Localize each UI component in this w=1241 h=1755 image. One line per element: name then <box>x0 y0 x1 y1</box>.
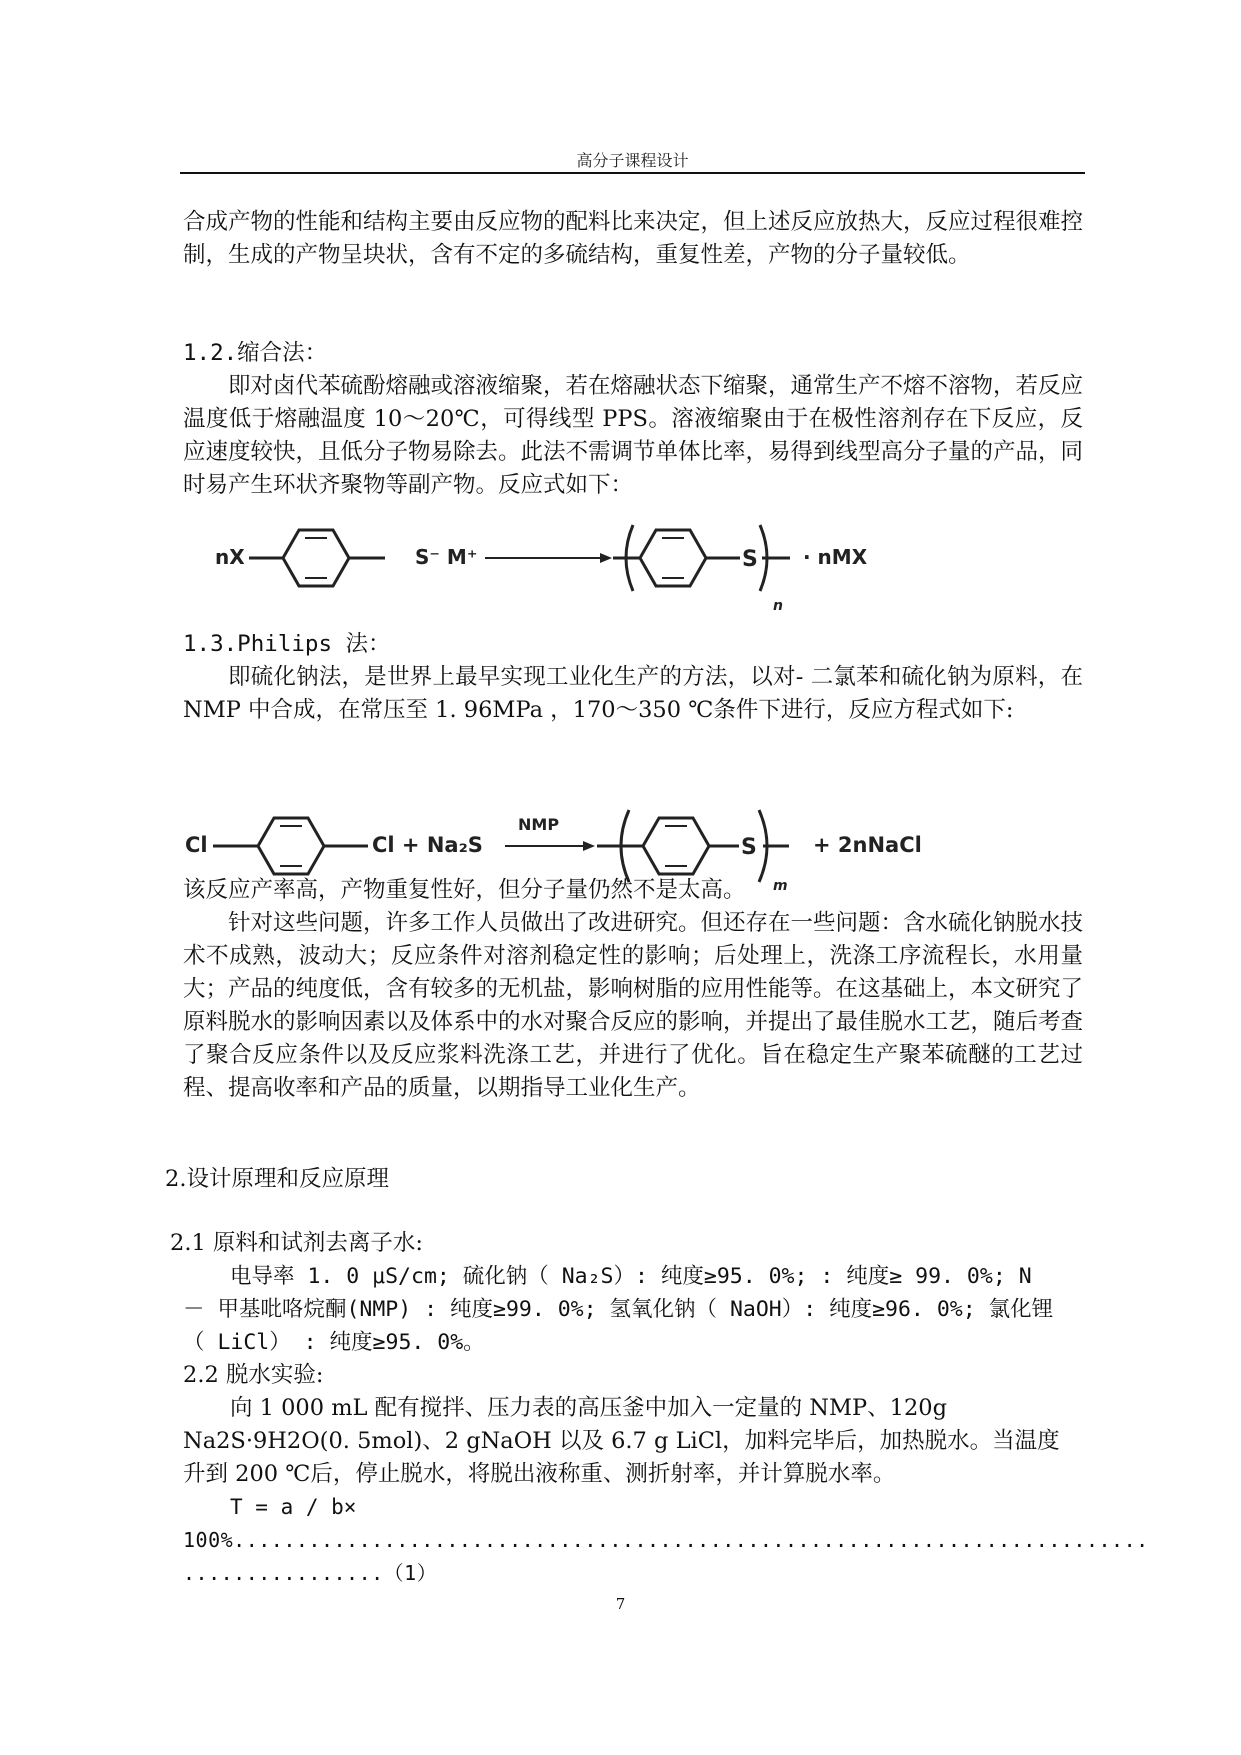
section-1-3-body: 即硫化钠法，是世界上最早实现工业化生产的方法，以对- 二氯苯和硫化钠为原料，在 NMP 中合成，在常压至 1. 96MPa ，170～350 ℃条件下进行，反应方程式如下: <box>183 664 1083 723</box>
section-2-2-line-3: 升到 200 ℃后，停止脱水，将脱出液称重、测折射率，并计算脱水率。 <box>183 1461 896 1487</box>
header-rule <box>180 172 1085 174</box>
scheme2-sulfur: S <box>741 835 757 860</box>
scheme1-left-label: nX <box>215 545 245 569</box>
section-2-1-line-1: 电导率 1. 0 μS/cm; 硫化钠（ Na₂S）: 纯度≥95. 0%; : 纯度≥ 99. 0%; N <box>230 1264 1032 1289</box>
formula-line-1: T = a / b× <box>230 1495 357 1519</box>
scheme1-subscript: n <box>773 598 783 614</box>
paragraph-intro: 合成产物的性能和结构主要由反应物的配料比来决定，但上述反应放热大，反应过程很难控制，生成的产物呈块状，含有不定的多硫结构，重复性差，产物的分子量较低。 <box>183 209 1084 268</box>
section-1-2-heading: 1.2.缩合法： <box>183 340 328 366</box>
section-2-2-heading: 2.2 脱水实验: <box>183 1362 324 1388</box>
section-2-1-line-3: （ LiCl） : 纯度≥95. 0%。 <box>183 1330 485 1355</box>
benzene-ring-icon <box>640 530 706 586</box>
scheme2-left-label: Cl <box>185 833 208 857</box>
paragraph-improvements: 针对这些问题，许多工作人员做出了改进研究。但还存在一些问题：含水硫化钠脱水技术不成熟，波动大；反应条件对溶剂稳定性的影响；后处理上，洗涤工序流程长，水用量大；产品的纯度低，含有较多的无机盐，影响树脂的应用性能等。在这基础上，本文研究了原料脱水的影响因素以及体系中的水对聚合反应的影响，并提出了最佳脱水工艺，随后考查了聚合反应条件以及反应浆料洗涤工艺，并进行了优化。旨在稳定生产聚苯硫醚的工艺过程、提高收率和产品的质量，以期指导工业化生产。 <box>183 910 1084 1101</box>
section-2-2-line-2: Na2S·9H2O(0. 5mol)、2 gNaOH 以及 6.7 g LiCl，加料完毕后，加热脱水。当温度 <box>183 1428 1060 1454</box>
reaction-scheme-condensation <box>215 520 935 615</box>
scheme2-subscript: m <box>773 878 788 894</box>
page-number: 7 <box>615 1595 626 1613</box>
scheme1-sulfur: S <box>742 547 758 572</box>
scheme1-mid-label: S⁻ M⁺ <box>415 545 478 569</box>
section-1-2-body: 即对卤代苯硫酚熔融或溶液缩聚，若在熔融状态下缩聚，通常生产不熔不溶物，若反应温度低于熔融温度 10～20℃，可得线型 PPS。溶液缩聚由于在极性溶剂存在下反应，反应速度较快，且低分子物易除去。此法不需调节单体比率，易得到线型高分子量的产品，同时易产生环状齐聚物等副产物。反应式如下： <box>183 373 1084 498</box>
formula-line-2: 100%......................................................................... <box>183 1528 1149 1552</box>
benzene-ring-icon <box>283 530 349 586</box>
running-header: 高分子课程设计 <box>576 151 689 170</box>
paragraph-yield: 该反应产率高，产物重复性好，但分子量仍然不是太高。 <box>183 877 746 903</box>
benzene-ring-icon <box>643 818 709 874</box>
scheme2-right-label: + 2nNaCl <box>813 833 922 857</box>
formula-line-3: ................（1） <box>183 1561 438 1585</box>
section-2-1-heading: 2.1 原料和试剂去离子水: <box>170 1230 424 1256</box>
section-2-1-line-2: － 甲基吡咯烷酮(NMP) : 纯度≥99. 0%; 氢氧化钠（ NaOH）: 纯度≥96. 0%; 氯化锂 <box>183 1297 1054 1322</box>
section-1-3-heading: 1.3.Philips 法： <box>183 631 391 657</box>
section-2-heading: 2.设计原理和反应原理 <box>165 1166 389 1192</box>
benzene-ring-icon <box>258 818 324 874</box>
scheme2-arrow-label: NMP <box>518 815 560 834</box>
section-2-2-line-1: 向 1 000 mL 配有搅拌、压力表的高压釜中加入一定量的 NMP、120g <box>230 1395 948 1421</box>
scheme2-mid-label: Cl + Na₂S <box>372 833 483 857</box>
scheme1-right-label: · nMX <box>803 545 868 569</box>
